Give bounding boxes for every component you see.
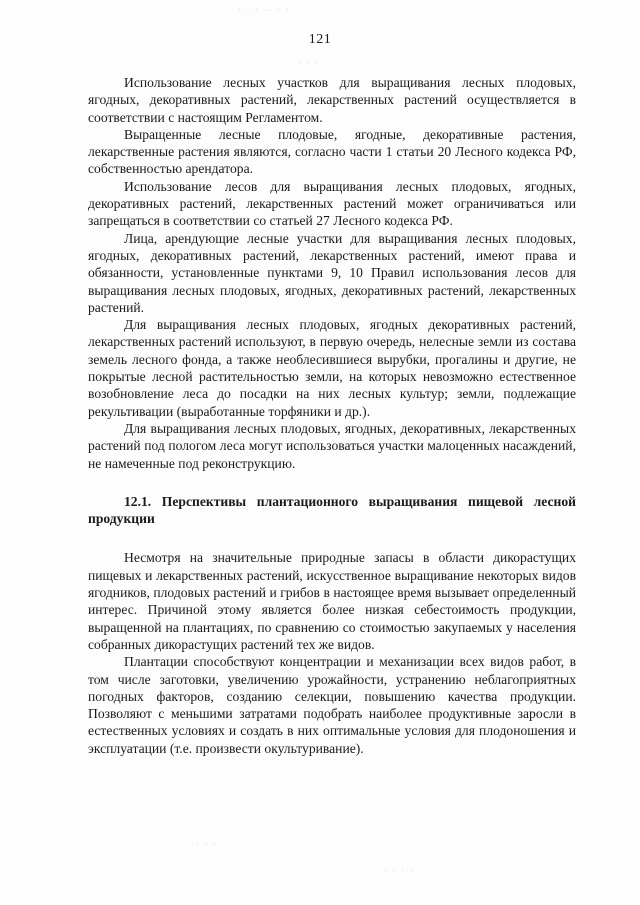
page-number: 121 — [308, 32, 332, 47]
scan-artifact: · · · ·· · · — [238, 6, 291, 15]
paragraph: Использование лесов для выращивания лесных плодовых, ягодных, декоративных растений, лекарственных растений может ограничиваться или запрещаться в соответствии со статьей 27 Лесного кодекса РФ. — [88, 178, 576, 229]
paragraph: Выращенные лесные плодовые, ягодные, декоративные растения, лекарственные растения являются, согласно части 1 статьи 20 Лесного кодекса РФ, собственностью арендатора. — [88, 126, 576, 177]
paragraph: Для выращивания лесных плодовых, ягодных декоративных растений, лекарственных растений используют, в первую очередь, нелесные земли из состава земель лесного фонда, а также необлесившиеся вырубки, прогалины и другие, не покрытые лесной растительностью земли, на которых невозможно естественное возобновление леса до посадки на них лесных культур; земли, подлежащие рекультивации (выработанные торфяники и др.). — [88, 317, 576, 419]
paragraph: Для выращивания лесных плодовых, ягодных, декоративных, лекарственных растений под пологом леса могут использоваться участки малоценных насаждений, не намеченные под реконструкцию. — [88, 420, 576, 471]
scan-artifact: · · · · — [384, 866, 415, 875]
paragraph: Лица, арендующие лесные участки для выращивания лесных плодовых, ягодных, декоративных растений, лекарственных растений, имеют права и обязанности, установленные пунктами 9, 10 Правил использования лесов для выращивания лесных плодовых, ягодных, декоративных растений, лекарственных растений. — [88, 230, 576, 315]
scan-artifact: · · · — [298, 58, 320, 67]
paragraph: Плантации способствуют концентрации и механизации всех видов работ, в том числе заготовки, увеличению урожайности, устранению неблагоприятных погодных факторов, созданию селекции, повышению качества продукции. Позволяют с меньшими затратами подобрать наиболее продуктивные заросли в естественных условиях и создать в них оптимальные условия для плодоношения и эксплуатации (т.е. произвести окультуривание). — [88, 654, 576, 756]
section-heading: 12.1. Перспективы плантационного выращивания пищевой лесной продукции — [88, 493, 576, 527]
paragraph: Использование лесных участков для выращивания лесных плодовых, ягодных, декоративных растений, лекарственных растений осуществляется в соответствии с настоящим Регламентом. — [88, 75, 576, 125]
scan-artifact: · · · — [196, 840, 218, 849]
page-body — [88, 74, 576, 757]
paragraph: Несмотря на значительные природные запасы в области дикорастущих пищевых и лекарственных растений, искусственное выращивание некоторых видов ягодников, плодовых растений и грибов в настоящее время вызывает определенный интерес. Причиной этому является более низкая себестоимость продукции, выращенной на плантациях, по сравнению со стоимостью закупаемых у населения собранных дикорастущих растений тех же видов. — [88, 550, 576, 652]
